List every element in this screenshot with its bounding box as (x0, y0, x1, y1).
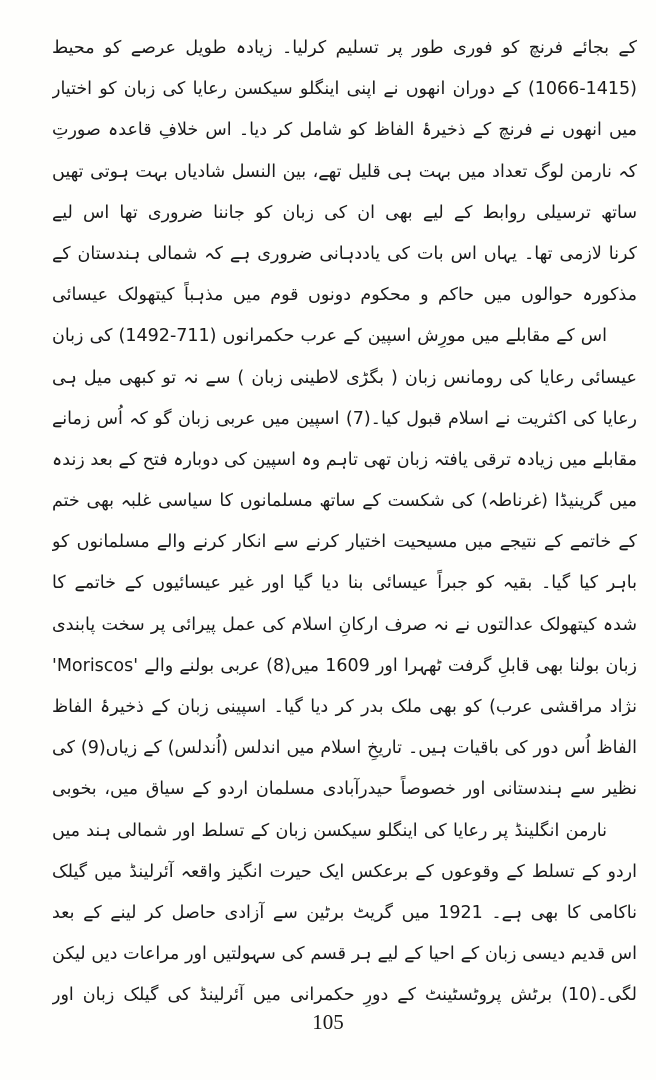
page-body (52, 28, 637, 1017)
text-line: نظیر سے ہندستانی اور خصوصاً حیدرآبادی مسلمان اردو کے سیاق میں، بخوبی (52, 779, 637, 800)
text-line: اردو کے تسلط کے وقوعوں کے برعکس ایک حیرت انگیز واقعہ آئرلینڈ میں گیلک (52, 861, 637, 882)
text-line: کرنا لازمی تھا۔ یہاں اس بات کی یاددہانی ضروری ہے کہ شمالی ہندستان کے (52, 243, 637, 264)
text-line: اس کے مقابلے میں مورِش اسپین کے عرب حکمرانوں (711-1492) کی زبان (52, 326, 607, 347)
text-line: کے بجائے فرنچ کو فوری طور پر تسلیم کرلیا۔ زیادہ طویل عرصے کو محیط (52, 38, 637, 58)
page-number: 105 (312, 1010, 344, 1034)
text-line: باہر کیا گیا۔ بقیہ کو جبراً عیسائی بنا دیا گیا اور غیر عیسائیوں کے خاتمے کا (52, 573, 637, 594)
text-line: لگی۔(10) برٹش پروٹسٹینٹ کے دورِ حکمرانی میں آئرلینڈ کی گیلک زبان اور (52, 985, 637, 1006)
text-line: زبان بولنا بھی قابلِ گرفت ٹھہرا اور 1609 میں(8) عربی بولنے والے 'Moriscos' (52, 655, 637, 676)
text-line: کے خاتمے کے نتیجے میں مسیحیت اختیار کرنے سے انکار کرنے والے مسلمانوں کو (52, 532, 637, 553)
text-line: اس قدیم دیسی زبان کے احیا کے لیے ہر قسم کی سہولتیں اور مراعات دیں لیکن (52, 944, 637, 965)
text-line: نژاد مراقشی عرب) کو بھی ملک بدر کر دیا گیا۔ اسپینی زبان کے ذخیرۂ الفاظ (52, 697, 637, 717)
text-line: میں انھوں نے فرنچ کے ذخیرۂ الفاظ کو شامل کر دیا۔ اس خلافِ قاعدہ صورتِ (52, 120, 637, 141)
text-line: (1066-1415) کے دوران انھوں نے اپنی اینگلو سیکسن رعایا کی زبان کو اختیار (52, 79, 637, 100)
text-line: مقابلے میں زیادہ ترقی یافتہ زبان تھی تاہم وہ اسپین کی دوبارہ فتح کے بعد زندہ (52, 449, 637, 470)
text-line: مذکورہ حوالوں میں حاکم و محکوم دونوں قوم میں مذہباً کیتھولک عیسائی (52, 285, 637, 306)
text-line: ساتھ ترسیلی روابط کے لیے بھی ان کی زبان کو جاننا ضروری تھا اس لیے (52, 202, 637, 223)
text-line: رعایا کی اکثریت نے اسلام قبول کیا۔(7) اسپین میں عربی زبان گو کہ اُس زمانے (52, 408, 637, 429)
text-line: شدہ کیتھولک عدالتوں نے نہ صرف ارکانِ اسلام کی عمل پیرائی پر سخت پابندی (52, 614, 637, 635)
text-line: عیسائی رعایا کی رومانس زبان ( بگڑی لاطینی زبان ) سے نہ تو کبھی میل ہی (52, 367, 637, 388)
text-line: کہ نارمن لوگ تعداد میں بہت ہی قلیل تھے، بین النسل شادیاں بہت ہوتی تھیں (52, 161, 637, 182)
text-line: میں گرینیڈا (غرناطہ) کی شکست کے ساتھ مسلمانوں کا سیاسی غلبہ بھی ختم (52, 491, 637, 512)
text-line: ناکامی کا بھی ہے۔ 1921 میں گریٹ برٹین سے آزادی حاصل کر لینے کے بعد (52, 902, 637, 923)
text-line: نارمن انگلینڈ پر رعایا کی اینگلو سیکسن زبان کے تسلط اور شمالی ہند میں (52, 820, 607, 841)
text-line: الفاظ اُس دور کی باقیات ہیں۔ تاریخِ اسلام میں اندلس (اُندلس) کے زیاں(9) کی (52, 738, 637, 759)
